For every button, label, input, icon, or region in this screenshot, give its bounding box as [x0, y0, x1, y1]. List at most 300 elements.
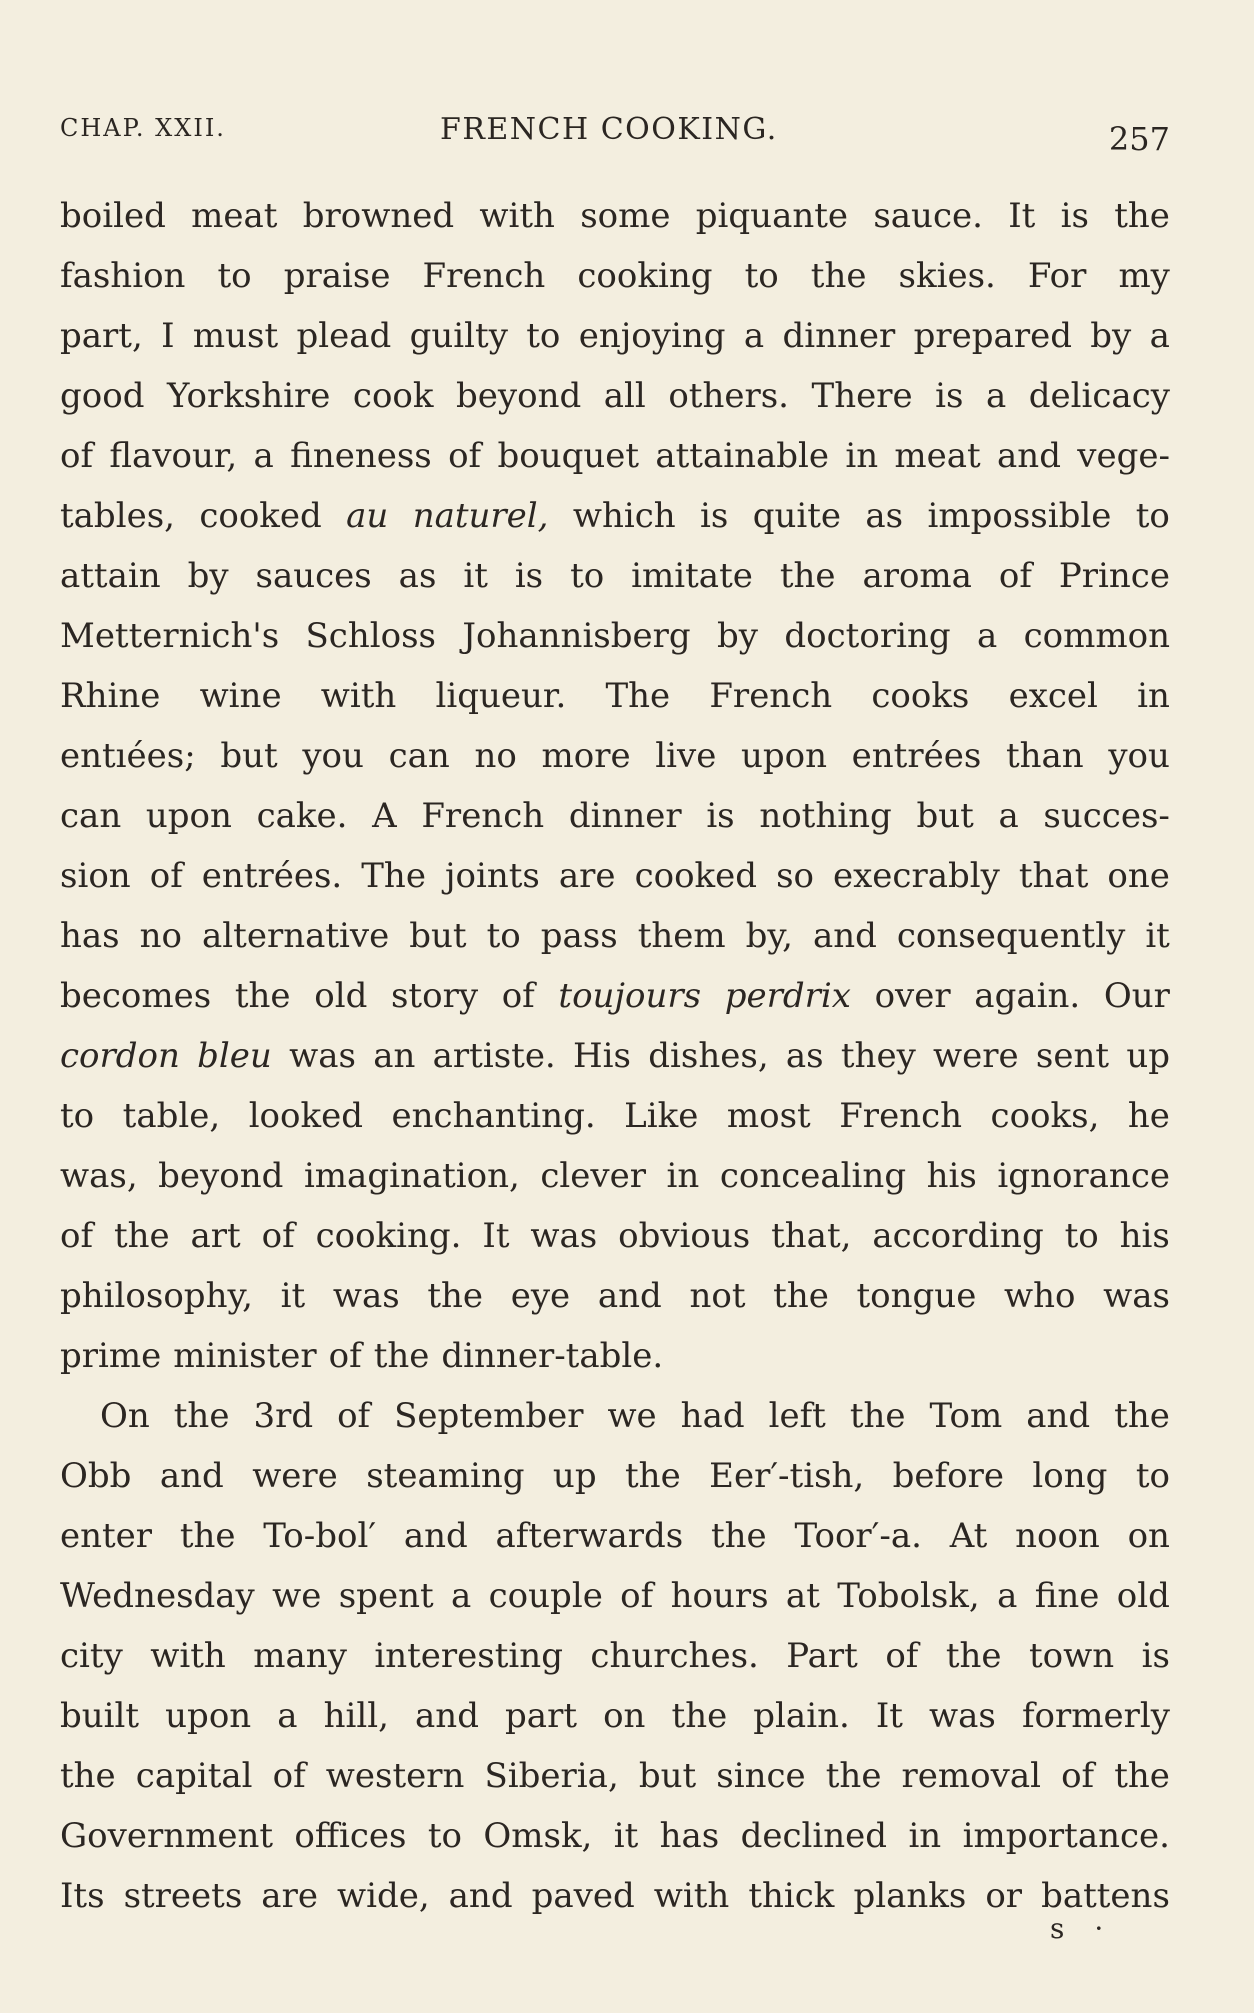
text-line	[60, 1146, 1170, 1206]
word: couple	[488, 1576, 603, 1616]
word: but	[220, 736, 278, 776]
word: and	[403, 1516, 468, 1556]
text-line	[60, 1566, 1170, 1626]
word: the	[113, 1216, 170, 1256]
word: of	[60, 436, 94, 476]
word: sauce.	[873, 196, 983, 236]
word: by	[1090, 316, 1132, 356]
word: western	[325, 1756, 465, 1796]
word: as	[398, 556, 437, 596]
word: aroma	[862, 556, 972, 596]
word: Our	[1103, 976, 1170, 1016]
word: churches.	[590, 1636, 759, 1676]
word: with	[653, 1876, 730, 1916]
word: others.	[668, 376, 789, 416]
word: as	[865, 496, 904, 536]
word: His	[573, 1036, 631, 1076]
word: cooks	[871, 676, 970, 716]
italic-word: naturel,	[412, 496, 549, 536]
word: a	[743, 316, 765, 356]
word: interesting	[374, 1636, 563, 1676]
signature-mark: s	[1050, 1912, 1095, 1945]
text-line	[60, 906, 1170, 966]
word: concealing	[719, 1156, 907, 1196]
word: cooking.	[315, 1216, 462, 1256]
word: entrées	[851, 736, 982, 776]
word: it	[1145, 916, 1170, 956]
word: according	[872, 1216, 1044, 1256]
word: sent	[1035, 1036, 1110, 1076]
word: sauces	[255, 556, 372, 596]
page-number: 257	[1108, 120, 1170, 158]
word: on	[603, 1696, 646, 1736]
word: enter	[60, 1516, 153, 1556]
word: to	[744, 256, 779, 296]
word: guilty	[409, 316, 508, 356]
word: dinner-table.	[441, 1336, 664, 1376]
word: has	[60, 916, 120, 956]
word: eye	[510, 1276, 571, 1316]
word: delicacy	[1028, 376, 1170, 416]
word: is	[935, 376, 964, 416]
word: Prince	[1058, 556, 1170, 596]
word: in	[666, 1156, 700, 1196]
word: noon	[1015, 1516, 1100, 1556]
word: At	[949, 1516, 988, 1556]
word: of	[261, 1216, 295, 1256]
word: a	[277, 1696, 298, 1736]
word: to	[427, 1816, 463, 1856]
word: On	[100, 1396, 150, 1436]
word: alternative	[202, 916, 390, 956]
word: dinner	[782, 316, 896, 356]
word: Metternich's	[60, 616, 280, 656]
word: on	[1127, 1516, 1170, 1556]
word: afterwards	[495, 1516, 684, 1556]
word: joints	[444, 856, 540, 896]
word: you	[302, 736, 364, 776]
word: French	[839, 1096, 963, 1136]
word: succes-	[1043, 796, 1170, 836]
word: so	[776, 856, 814, 896]
word: he	[1127, 1096, 1170, 1136]
word: thick	[748, 1876, 835, 1916]
word: and	[415, 1696, 479, 1736]
word: Omsk,	[483, 1816, 593, 1856]
text-line	[60, 1026, 1170, 1086]
word: by	[187, 556, 229, 596]
word: old	[1116, 1576, 1170, 1616]
word: and	[812, 916, 877, 956]
word: to	[526, 316, 561, 356]
text-line	[60, 186, 1170, 246]
word: in	[908, 1816, 942, 1856]
word: is	[706, 796, 735, 836]
word: dishes,	[648, 1036, 769, 1076]
word: city	[60, 1636, 123, 1676]
word: an	[373, 1036, 416, 1076]
word: Eer′-tish,	[709, 1456, 865, 1496]
word: meat	[191, 196, 278, 236]
text-line	[60, 306, 1170, 366]
word: cooking	[577, 256, 713, 296]
word: Tobolsk,	[837, 1576, 980, 1616]
word: cooked	[199, 496, 322, 536]
word: had	[680, 1396, 745, 1436]
word: to	[486, 916, 521, 956]
word: of	[998, 556, 1032, 596]
word: declined	[740, 1816, 888, 1856]
word: but	[409, 916, 467, 956]
word: a	[998, 796, 1019, 836]
word: French	[421, 796, 545, 836]
word: bouquet	[497, 436, 640, 476]
word: It	[1008, 196, 1036, 236]
word: in	[1137, 676, 1170, 716]
word: vege-	[1077, 436, 1170, 476]
word: imitate	[631, 556, 753, 596]
word: a	[997, 1576, 1018, 1616]
word: is	[514, 556, 544, 596]
word: It	[875, 1696, 903, 1736]
word: fineness	[290, 436, 432, 476]
word: to	[1135, 1456, 1170, 1496]
word: and	[597, 1276, 662, 1316]
word: long	[1032, 1456, 1108, 1496]
word: is	[1060, 196, 1089, 236]
text-line	[60, 1446, 1170, 1506]
word: excel	[1008, 676, 1098, 716]
word: the	[234, 976, 291, 1016]
text-line	[60, 366, 1170, 426]
word: by,	[745, 916, 793, 956]
word: since	[716, 1756, 806, 1796]
word: Schloss	[305, 616, 436, 656]
word: piquante	[695, 196, 849, 236]
word: Its	[60, 1876, 105, 1916]
word: with	[479, 196, 555, 236]
running-head	[60, 112, 1170, 158]
text-line	[60, 426, 1170, 486]
word: prime	[60, 1336, 162, 1376]
italic-word: au	[346, 496, 389, 536]
word: pass	[540, 916, 618, 956]
word: can	[388, 736, 450, 776]
text-line	[60, 786, 1170, 846]
word: Rhine	[60, 676, 161, 716]
text-line	[60, 1326, 1170, 1386]
word: the	[810, 256, 867, 296]
text-line	[60, 1386, 1170, 1446]
word: the	[1114, 1396, 1170, 1436]
word: cook	[352, 376, 434, 416]
word: cake.	[256, 796, 348, 836]
word: up	[552, 1456, 597, 1496]
word: and	[159, 1456, 224, 1496]
word: to	[1064, 1216, 1099, 1256]
word: the	[945, 1636, 1002, 1676]
word: than	[1005, 736, 1084, 776]
word: the	[373, 1336, 430, 1376]
word: the	[625, 1456, 681, 1496]
word: the	[825, 1756, 882, 1796]
word: was,	[60, 1156, 138, 1196]
word: of	[337, 1396, 371, 1436]
word: plead	[296, 316, 392, 356]
text-line	[60, 726, 1170, 786]
text-line	[60, 1746, 1170, 1806]
word: upon	[165, 1696, 252, 1736]
word: Government	[60, 1816, 274, 1856]
word: that	[1018, 856, 1089, 896]
word: Toor′-a.	[794, 1516, 922, 1556]
word: fashion	[60, 256, 186, 296]
word: with	[320, 676, 397, 716]
text-line	[60, 1266, 1170, 1326]
word: were	[252, 1456, 338, 1496]
word: as	[785, 1036, 824, 1076]
word: flavour,	[109, 436, 238, 476]
word: of	[272, 1756, 306, 1796]
word: Like	[624, 1096, 699, 1136]
word: The	[361, 856, 426, 896]
word: French	[709, 676, 833, 716]
word: all	[603, 376, 646, 416]
word: of	[885, 1636, 919, 1676]
word: that,	[771, 1216, 852, 1256]
text-line	[60, 546, 1170, 606]
word: browned	[302, 196, 455, 236]
word: the	[773, 1276, 829, 1316]
word: tables,	[60, 496, 175, 536]
word: old	[314, 976, 368, 1016]
word: cooks,	[990, 1096, 1100, 1136]
word: you	[1108, 736, 1170, 776]
word: but	[916, 796, 974, 836]
word: them	[637, 916, 726, 956]
word: were	[933, 1036, 1019, 1076]
text-line	[60, 846, 1170, 906]
word: beyond	[158, 1156, 284, 1196]
text-line	[60, 966, 1170, 1026]
word: some	[580, 196, 671, 236]
word: the	[179, 1516, 236, 1556]
word: the	[60, 1756, 116, 1796]
word: upon	[145, 796, 232, 836]
word: left	[768, 1396, 826, 1436]
word: no	[474, 736, 517, 776]
word: but	[638, 1756, 697, 1796]
text-line	[60, 1806, 1170, 1866]
word: of	[448, 436, 482, 476]
word: plain.	[753, 1696, 850, 1736]
word: ignorance	[997, 1156, 1170, 1196]
word: a	[976, 616, 998, 656]
word: doctoring	[784, 616, 951, 656]
word: Johannisberg	[462, 616, 691, 656]
word: art	[190, 1216, 241, 1256]
word: it	[280, 1276, 306, 1316]
word: to	[570, 556, 605, 596]
word: execrably	[833, 856, 1000, 896]
word: attain	[60, 556, 161, 596]
word: good	[60, 376, 145, 416]
chapter-title: FRENCH COOKING.	[440, 112, 778, 147]
word: capital	[135, 1756, 253, 1796]
word: the	[711, 1516, 767, 1556]
word: praise	[283, 256, 391, 296]
word: the	[1114, 196, 1170, 236]
word: enchanting.	[391, 1096, 596, 1136]
word: and	[448, 1876, 513, 1916]
word: importance.	[962, 1816, 1170, 1856]
word: with	[150, 1636, 226, 1676]
word: hours	[670, 1576, 769, 1616]
word: was	[929, 1696, 996, 1736]
word: are	[558, 856, 616, 896]
word: no	[139, 916, 183, 956]
word: cooked	[634, 856, 758, 896]
word: must	[192, 316, 279, 356]
word: Part	[786, 1636, 858, 1676]
word: September	[394, 1396, 584, 1436]
text-line	[60, 606, 1170, 666]
word: the	[1114, 1756, 1170, 1796]
word: obvious	[618, 1216, 751, 1256]
word: the	[849, 1396, 906, 1436]
word: meat	[894, 436, 981, 476]
text-line	[60, 666, 1170, 726]
word: many	[253, 1636, 347, 1676]
word: quite	[752, 496, 842, 536]
word: the	[173, 1396, 230, 1436]
word: prepared	[913, 316, 1072, 356]
word: consequently	[896, 916, 1126, 956]
word: common	[1023, 616, 1170, 656]
word: clever	[540, 1156, 646, 1196]
word: the	[779, 556, 836, 596]
word: to	[217, 256, 252, 296]
word: was	[289, 1036, 356, 1076]
word: by	[717, 616, 759, 656]
word: artiste.	[432, 1036, 556, 1076]
word: offices	[294, 1816, 407, 1856]
word: a	[1149, 316, 1170, 356]
body-text	[60, 186, 1170, 1926]
word: Wednesday	[60, 1576, 255, 1616]
word: boiled	[60, 196, 166, 236]
word: The	[605, 676, 671, 716]
word: one	[1107, 856, 1170, 896]
word: of	[149, 856, 183, 896]
word: dinner	[568, 796, 682, 836]
word: story	[390, 976, 479, 1016]
word: liqueur.	[435, 676, 567, 716]
word: of	[328, 1336, 362, 1376]
word: which	[572, 496, 676, 536]
word: at	[785, 1576, 820, 1616]
word: most	[726, 1096, 811, 1136]
word: live	[655, 736, 717, 776]
text-line	[60, 1206, 1170, 1266]
word: and	[1026, 1396, 1091, 1436]
word: or	[985, 1876, 1023, 1916]
word: part,	[60, 316, 143, 356]
word: enjoying	[578, 316, 726, 356]
footer-dot: ·	[1094, 1912, 1134, 1945]
word: is	[1141, 1636, 1170, 1676]
word: A	[372, 796, 397, 836]
word: was	[530, 1216, 598, 1256]
word: a	[985, 376, 1007, 416]
word: attainable	[655, 436, 830, 476]
italic-word: perdrix	[724, 976, 851, 1016]
word: paved	[531, 1876, 635, 1916]
page-footer	[1050, 1912, 1133, 1945]
word: sion	[60, 856, 131, 896]
word: his	[926, 1156, 977, 1196]
word: it	[613, 1816, 639, 1856]
word: table,	[122, 1096, 221, 1136]
word: steaming	[366, 1456, 525, 1496]
text-line	[60, 1686, 1170, 1746]
word: entıées;	[60, 736, 196, 776]
word: spent	[338, 1576, 434, 1616]
word: to	[60, 1096, 95, 1136]
word: before	[892, 1456, 1004, 1496]
word: tongue	[856, 1276, 977, 1316]
text-line	[60, 1506, 1170, 1566]
word: the	[427, 1276, 484, 1316]
word: can	[60, 796, 122, 836]
italic-word: cordon	[60, 1036, 180, 1076]
word: was	[332, 1276, 400, 1316]
word: who	[1004, 1276, 1076, 1316]
italic-word: toujours	[558, 976, 702, 1016]
word: are	[261, 1876, 318, 1916]
word: wide,	[336, 1876, 430, 1916]
word: my	[1118, 256, 1170, 296]
word: formerly	[1021, 1696, 1170, 1736]
word: upon	[740, 736, 827, 776]
word: was	[1103, 1276, 1170, 1316]
word: more	[541, 736, 631, 776]
word: To-bol′	[263, 1516, 377, 1556]
word: we	[607, 1396, 657, 1436]
word: of	[60, 1216, 94, 1256]
word: a	[253, 436, 274, 476]
word: to	[1135, 496, 1170, 536]
word: a	[451, 1576, 472, 1616]
text-line	[60, 486, 1170, 546]
word: Tom	[929, 1396, 1003, 1436]
word: removal	[901, 1756, 1041, 1796]
word: I	[161, 316, 175, 356]
text-line	[60, 246, 1170, 306]
word: over	[874, 976, 951, 1016]
word: in	[845, 436, 879, 476]
word: the	[671, 1696, 728, 1736]
word: part	[505, 1696, 577, 1736]
word: It	[482, 1216, 510, 1256]
word: and	[997, 436, 1061, 476]
word: fine	[1034, 1576, 1100, 1616]
word: Yorkshire	[166, 376, 331, 416]
word: looked	[248, 1096, 363, 1136]
word: has	[659, 1816, 720, 1856]
word: streets	[123, 1876, 243, 1916]
word: skies.	[898, 256, 996, 296]
